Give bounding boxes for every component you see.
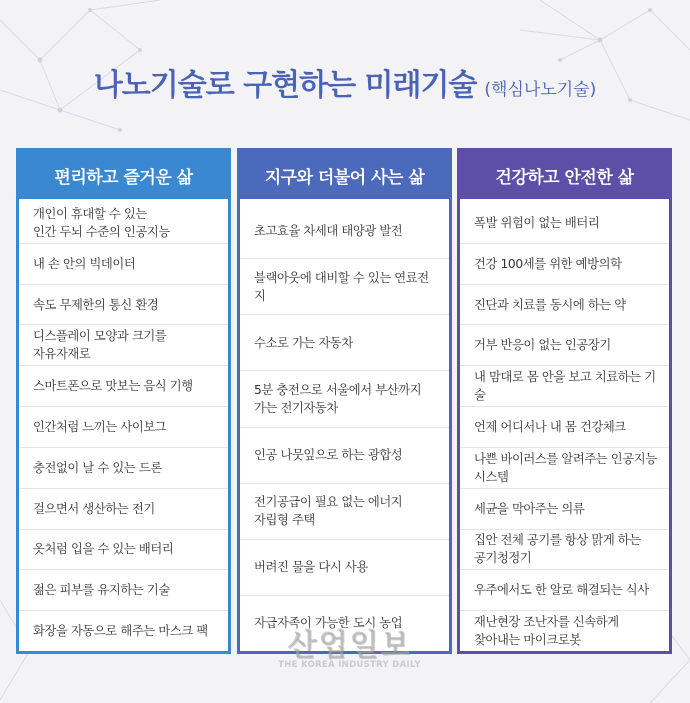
watermark-main: 산업일보 [287, 628, 412, 663]
list-item: 자급자족이 가능한 도시 농업 [254, 616, 403, 631]
watermark-sub: THE KOREA INDUSTRY DAILY [278, 660, 421, 670]
list-item: 세균을 막아주는 의류 [460, 489, 669, 530]
list-item: 디스플레이 모양과 크기를 자유자재로 [19, 325, 228, 366]
list-item: 전기공급이 필요 없는 에너지 자립형 주택 [240, 484, 449, 540]
column-convenient-life [16, 148, 231, 654]
list-item: 수소로 가는 자동차 [240, 315, 449, 371]
list-item: 우주에서도 한 알로 해결되는 식사 [460, 570, 669, 611]
list-item: 블랙아웃에 대비할 수 있는 연료전지 [240, 259, 449, 315]
column-list [240, 199, 449, 651]
page-title [0, 60, 690, 104]
watermark-logo [262, 628, 437, 670]
list-item: 개인이 휴대할 수 있는 인간 두뇌 수준의 인공지능 [19, 203, 228, 244]
list-item: 언제 어디서나 내 몸 건강체크 [460, 407, 669, 448]
column-earth-life [237, 148, 452, 654]
list-item: 폭발 위험이 없는 배터리 [460, 203, 669, 244]
column-header: 편리하고 즐거운 삶 [19, 151, 228, 199]
title-main: 나노기술로 구현하는 미래기술 [93, 68, 477, 103]
list-item: 내 손 안의 빅데이터 [19, 244, 228, 285]
list-item: 거부 반응이 없는 인공장기 [460, 325, 669, 366]
column-header: 지구와 더불어 사는 삶 [240, 151, 449, 199]
list-item: 5분 충전으로 서울에서 부산까지 가는 전기자동차 [240, 371, 449, 427]
list-item: 속도 무제한의 통신 환경 [19, 285, 228, 326]
list-item: 옷처럼 입을 수 있는 배터리 [19, 530, 228, 571]
title-subtitle: (핵심나노기술) [484, 80, 597, 100]
list-item: 충전없이 날 수 있는 드론 [19, 448, 228, 489]
list-item: 인간처럼 느끼는 사이보그 [19, 407, 228, 448]
list-item: 진단과 치료를 동시에 하는 약 [460, 285, 669, 326]
list-item: 재난현장 조난자를 신속하게 찾아내는 마이크로봇 [474, 615, 619, 648]
column-list [460, 199, 669, 651]
list-item: 건강 100세를 위한 예방의학 [460, 244, 669, 285]
list-item: 집안 전체 공기를 항상 맑게 하는 공기청정기 [460, 530, 669, 571]
list-item: 버려진 물을 다시 사용 [240, 540, 449, 596]
list-item: 젊은 피부를 유지하는 기술 [19, 570, 228, 611]
list-item: 걸으면서 생산하는 전기 [19, 489, 228, 530]
list-item: 초고효율 차세대 태양광 발전 [240, 203, 449, 259]
column-header: 건강하고 안전한 삶 [460, 151, 669, 199]
list-item: 나쁜 바이러스를 알려주는 인공지능 시스템 [460, 448, 669, 489]
list-item: 스마트폰으로 맛보는 음식 기행 [19, 366, 228, 407]
column-healthy-life [457, 148, 672, 654]
column-list [19, 199, 228, 651]
list-item: 인공 나뭇잎으로 하는 광합성 [240, 428, 449, 484]
list-item: 내 맘대로 몸 안을 보고 치료하는 기술 [460, 366, 669, 407]
list-item: 화장을 자동으로 해주는 마스크 팩 [33, 624, 208, 639]
